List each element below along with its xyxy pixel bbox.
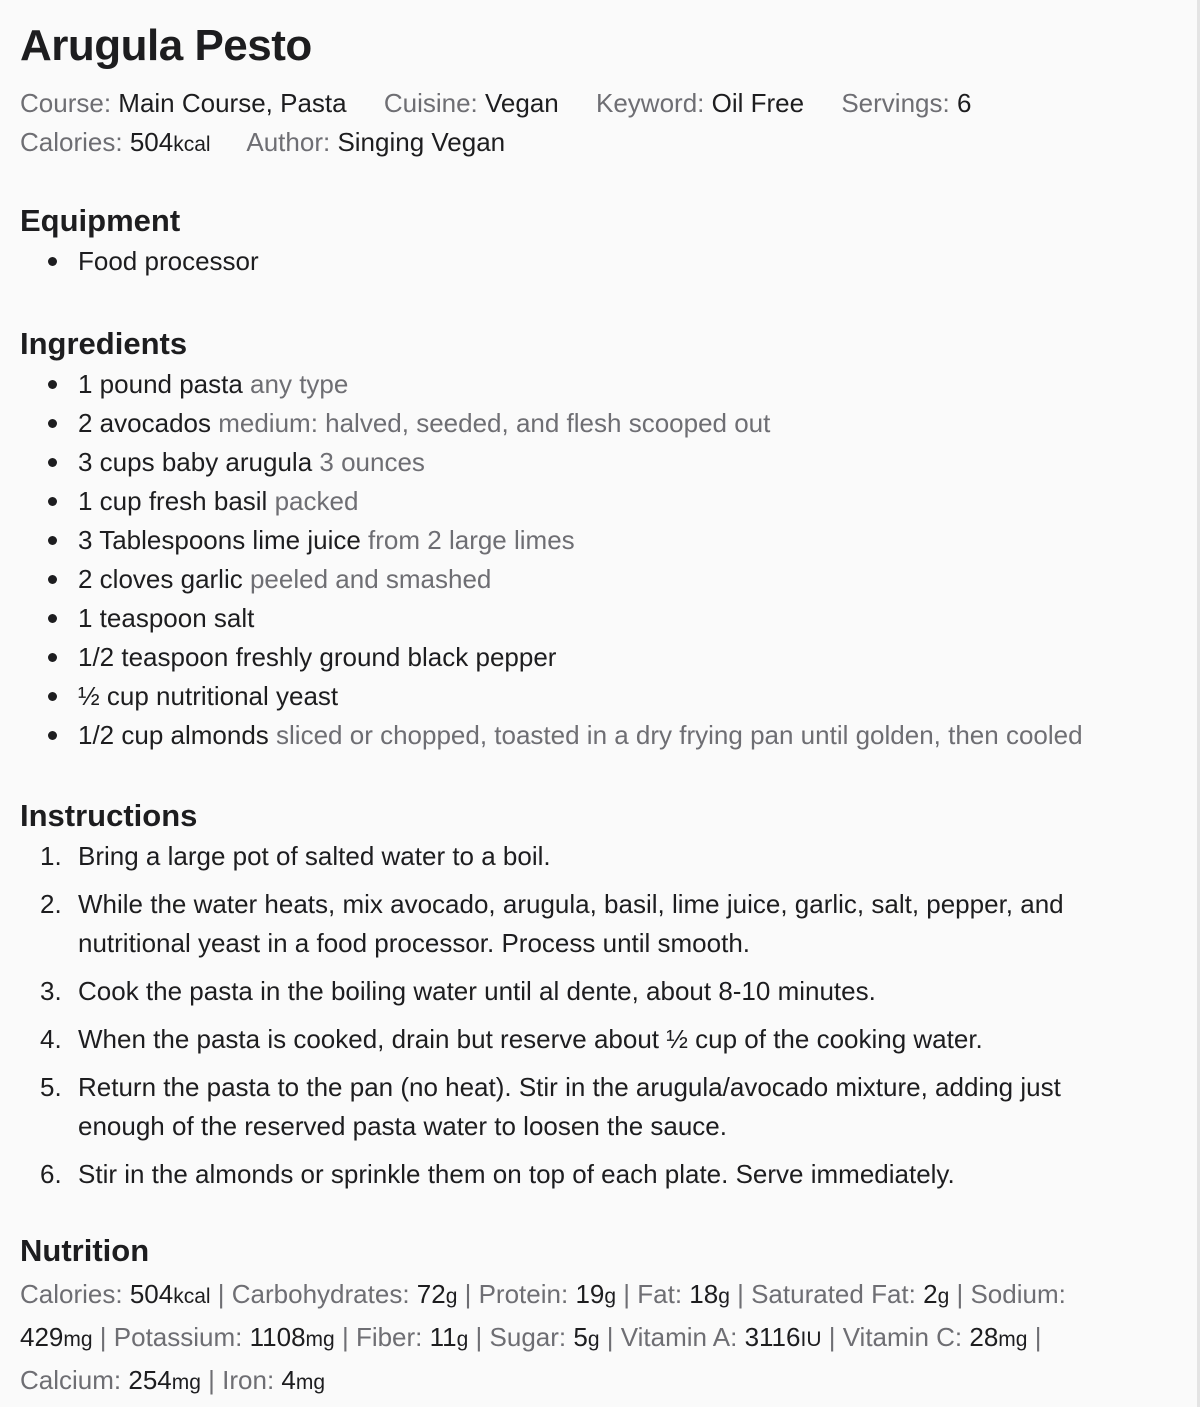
ingredient-note: sliced or chopped, toasted in a dry frying pan until golden, then cooled bbox=[276, 720, 1083, 750]
bullet-icon bbox=[48, 575, 57, 584]
nutrition-separator: | bbox=[616, 1279, 638, 1309]
nutrition-item bbox=[114, 1322, 335, 1352]
instructions-heading: Instructions bbox=[20, 798, 198, 833]
bullet-icon bbox=[48, 536, 57, 545]
nutrition-value: 72 bbox=[416, 1279, 446, 1309]
step-text: Bring a large pot of salted water to a boil. bbox=[78, 841, 551, 871]
bullet-icon bbox=[48, 653, 57, 662]
bullet-icon bbox=[48, 380, 57, 389]
nutrition-item bbox=[751, 1279, 949, 1309]
nutrition-value: 11 bbox=[429, 1322, 457, 1352]
nutrition-separator: | bbox=[949, 1279, 971, 1309]
ingredient-name: ½ cup nutritional yeast bbox=[78, 681, 339, 711]
nutrition-label: Sodium: bbox=[970, 1279, 1066, 1309]
ingredient-note: packed bbox=[274, 486, 359, 516]
nutrition-label: Vitamin C: bbox=[842, 1322, 963, 1352]
step-text: While the water heats, mix avocado, arugula, basil, lime juice, garlic, salt, pepper, and nutritional yeast in a food processor. Process until smooth. bbox=[78, 889, 1064, 958]
bullet-icon bbox=[48, 731, 57, 740]
meta-keyword: Keyword: Oil Free bbox=[596, 88, 805, 118]
ingredient-note: 3 ounces bbox=[319, 447, 425, 477]
ingredient-name: 1/2 teaspoon freshly ground black pepper bbox=[78, 642, 557, 672]
nutrition-label: Calcium: bbox=[20, 1365, 122, 1395]
ingredients-list bbox=[20, 365, 1176, 755]
ingredient-name: 1 cup fresh basil bbox=[78, 486, 268, 516]
ingredient-item bbox=[20, 560, 1176, 599]
equipment-heading: Equipment bbox=[20, 203, 181, 238]
nutrition-item bbox=[843, 1322, 1028, 1352]
ingredient-item bbox=[20, 443, 1176, 482]
ingredient-item bbox=[20, 365, 1176, 404]
instruction-step bbox=[20, 1155, 1176, 1194]
nutrition-value: 5 bbox=[573, 1322, 588, 1352]
nutrition-unit: g bbox=[604, 1285, 617, 1308]
step-number: 1. bbox=[40, 841, 62, 871]
nutrition-unit: mg bbox=[305, 1328, 335, 1351]
nutrition-separator: | bbox=[1027, 1322, 1042, 1352]
nutrition-item bbox=[479, 1279, 616, 1309]
nutrition-item bbox=[222, 1365, 325, 1395]
nutrition-value: 18 bbox=[689, 1279, 719, 1309]
step-number: 3. bbox=[40, 976, 62, 1006]
nutrition-unit: g bbox=[456, 1328, 469, 1351]
nutrition-value: 429 bbox=[20, 1322, 64, 1352]
step-text: When the pasta is cooked, drain but reserve about ½ cup of the cooking water. bbox=[78, 1024, 983, 1054]
equipment-section bbox=[20, 200, 1176, 281]
nutrition-separator: | bbox=[200, 1365, 223, 1395]
nutrition-unit: IU bbox=[800, 1328, 822, 1351]
step-number: 2. bbox=[40, 889, 62, 919]
nutrition-label: Fiber: bbox=[355, 1322, 423, 1352]
ingredients-section bbox=[20, 323, 1176, 755]
instruction-step bbox=[20, 885, 1176, 963]
nutrition-value: 4 bbox=[281, 1365, 296, 1395]
meta-row-2 bbox=[20, 123, 1176, 164]
ingredient-note: medium: halved, seeded, and flesh scooped out bbox=[218, 408, 771, 438]
ingredient-name: 1 teaspoon salt bbox=[78, 603, 255, 633]
nutrition-value: 1108 bbox=[249, 1322, 306, 1352]
nutrition-unit: g bbox=[587, 1328, 600, 1351]
nutrition-separator: | bbox=[599, 1322, 621, 1352]
meta-servings: Servings: 6 bbox=[841, 88, 972, 118]
ingredient-name: 3 Tablespoons lime juice bbox=[78, 525, 361, 555]
equipment-list bbox=[20, 242, 1176, 281]
nutrition-value: 3116 bbox=[744, 1322, 801, 1352]
ingredient-name: 1/2 cup almonds bbox=[78, 720, 269, 750]
bullet-icon bbox=[48, 458, 57, 467]
ingredient-item bbox=[20, 599, 1176, 638]
nutrition-unit: g bbox=[937, 1285, 950, 1308]
nutrition-value: 254 bbox=[128, 1365, 172, 1395]
ingredient-item bbox=[20, 677, 1176, 716]
bullet-icon bbox=[48, 257, 57, 266]
meta-cuisine: Cuisine: Vegan bbox=[383, 88, 559, 118]
nutrition-separator: | bbox=[210, 1279, 232, 1309]
ingredient-note: from 2 large limes bbox=[368, 525, 575, 555]
nutrition-item bbox=[20, 1279, 211, 1309]
step-number: 6. bbox=[40, 1159, 62, 1189]
nutrition-label: Iron: bbox=[222, 1365, 275, 1395]
nutrition-label: Carbohydrates: bbox=[231, 1279, 410, 1309]
ingredients-heading: Ingredients bbox=[20, 326, 188, 361]
ingredient-item bbox=[20, 521, 1176, 560]
bullet-icon bbox=[48, 614, 57, 623]
nutrition-unit: mg bbox=[171, 1371, 201, 1394]
recipe-meta bbox=[20, 84, 1176, 164]
nutrition-label: Fat: bbox=[637, 1279, 683, 1309]
nutrition-unit: kcal bbox=[173, 1285, 211, 1308]
ingredient-name: 3 cups baby arugula bbox=[78, 447, 313, 477]
step-text: Cook the pasta in the boiling water until al dente, about 8-10 minutes. bbox=[78, 976, 876, 1006]
nutrition-label: Potassium: bbox=[113, 1322, 243, 1352]
ingredient-name: 2 cloves garlic bbox=[78, 564, 243, 594]
nutrition-item bbox=[20, 1365, 201, 1395]
instruction-step bbox=[20, 1020, 1176, 1059]
nutrition-separator: | bbox=[468, 1322, 490, 1352]
instruction-step bbox=[20, 972, 1176, 1011]
instructions-list bbox=[20, 837, 1176, 1194]
nutrition-item bbox=[621, 1322, 822, 1352]
nutrition-separator: | bbox=[821, 1322, 843, 1352]
ingredient-item bbox=[20, 638, 1176, 677]
nutrition-item bbox=[490, 1322, 600, 1352]
bullet-icon bbox=[48, 692, 57, 701]
nutrition-separator: | bbox=[92, 1322, 114, 1352]
nutrition-label: Sugar: bbox=[489, 1322, 567, 1352]
ingredient-name: 1 pound pasta bbox=[78, 369, 243, 399]
nutrition-value: 28 bbox=[969, 1322, 999, 1352]
step-text: Return the pasta to the pan (no heat). Stir in the arugula/avocado mixture, adding just enough of the reserved pasta water to loosen the sauce. bbox=[78, 1072, 1061, 1141]
nutrition-label: Calories: bbox=[20, 1279, 123, 1309]
nutrition-value: 19 bbox=[575, 1279, 605, 1309]
nutrition-label: Saturated Fat: bbox=[751, 1279, 916, 1309]
nutrition-unit: mg bbox=[295, 1371, 326, 1394]
meta-course: Course: Main Course, Pasta bbox=[20, 88, 347, 118]
meta-calories: Calories: 504kcal bbox=[20, 127, 211, 157]
ingredient-note: peeled and smashed bbox=[249, 564, 492, 594]
step-number: 5. bbox=[40, 1072, 62, 1102]
bullet-icon bbox=[48, 419, 57, 428]
nutrition-item bbox=[232, 1279, 458, 1309]
step-text: Stir in the almonds or sprinkle them on top of each plate. Serve immediately. bbox=[78, 1159, 955, 1189]
bullet-icon bbox=[48, 497, 57, 506]
meta-author: Author: Singing Vegan bbox=[246, 127, 506, 157]
nutrition-separator: | bbox=[457, 1279, 479, 1309]
meta-row-1 bbox=[20, 84, 1176, 123]
equipment-item: Food processor bbox=[20, 242, 1176, 281]
ingredient-item bbox=[20, 716, 1176, 755]
step-number: 4. bbox=[40, 1024, 62, 1054]
nutrition-label: Vitamin A: bbox=[620, 1322, 738, 1352]
nutrition-unit: g bbox=[445, 1285, 458, 1308]
nutrition-unit: mg bbox=[63, 1328, 93, 1351]
nutrition-unit: mg bbox=[998, 1328, 1028, 1351]
nutrition-item bbox=[637, 1279, 730, 1309]
instructions-section bbox=[20, 795, 1176, 1194]
ingredient-name: 2 avocados bbox=[78, 408, 211, 438]
nutrition-section bbox=[20, 1230, 1176, 1403]
nutrition-separator: | bbox=[334, 1322, 356, 1352]
nutrition-label: Protein: bbox=[478, 1279, 569, 1309]
recipe-title: Arugula Pesto bbox=[20, 21, 312, 70]
instruction-step bbox=[20, 1068, 1176, 1146]
nutrition-value: 504 bbox=[129, 1279, 174, 1309]
nutrition-separator: | bbox=[729, 1279, 752, 1309]
instruction-step bbox=[20, 837, 1176, 876]
nutrition-heading: Nutrition bbox=[20, 1233, 150, 1268]
ingredient-note: any type bbox=[250, 369, 349, 399]
nutrition-value: 2 bbox=[923, 1279, 938, 1309]
nutrition-item bbox=[356, 1322, 468, 1352]
ingredient-item bbox=[20, 482, 1176, 521]
ingredient-item bbox=[20, 404, 1176, 443]
nutrition-unit: g bbox=[718, 1285, 730, 1308]
nutrition-facts bbox=[20, 1274, 1176, 1403]
